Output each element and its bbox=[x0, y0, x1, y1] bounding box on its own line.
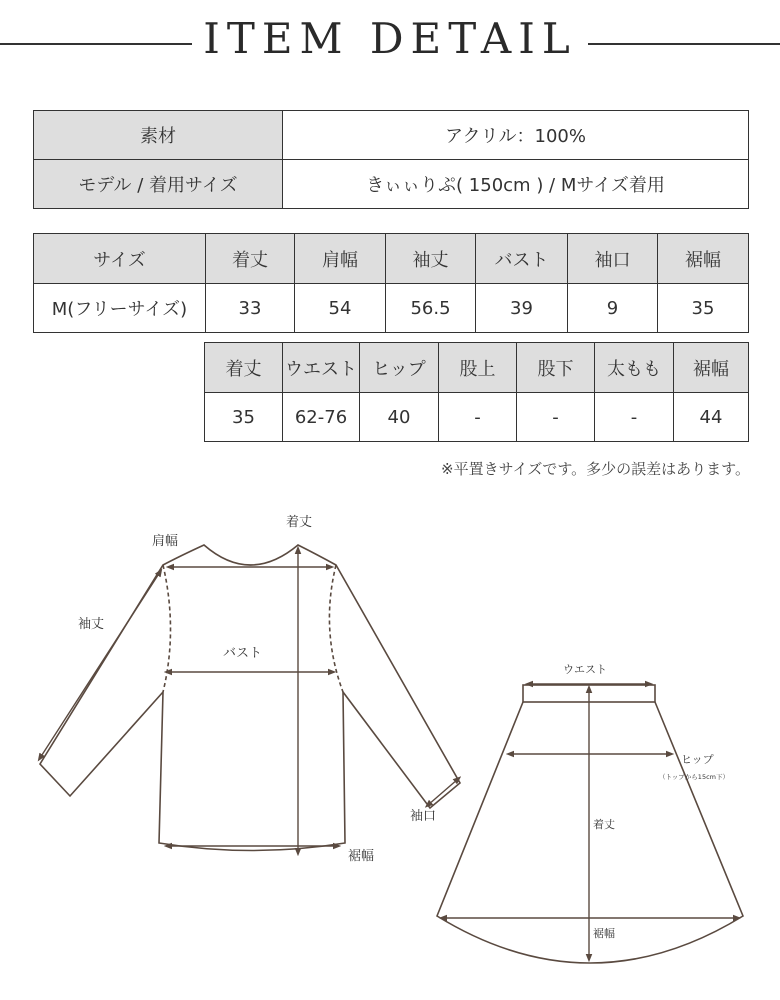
skirt-outline bbox=[437, 685, 743, 963]
bottom-header-length: 着丈 bbox=[205, 343, 283, 393]
bottom-header-rise: 股上 bbox=[439, 343, 517, 393]
top-header-size: サイズ bbox=[34, 234, 206, 284]
bottom-header-hem: 裾幅 bbox=[674, 343, 749, 393]
bottom-header-inseam: 股下 bbox=[517, 343, 595, 393]
top-value-bust: 39 bbox=[476, 284, 568, 333]
skirt-label-hem: 裾幅 bbox=[593, 927, 615, 940]
bottom-value-thigh: - bbox=[595, 393, 674, 442]
sleeve-arrow bbox=[40, 572, 160, 758]
top-label-bust: バスト bbox=[223, 646, 263, 661]
bottom-value-rise: - bbox=[439, 393, 517, 442]
skirt-measure-arrows bbox=[443, 684, 737, 958]
top-label-length: 着丈 bbox=[286, 515, 313, 530]
top-header-length: 着丈 bbox=[206, 234, 295, 284]
skirt-label-hip: ヒップ bbox=[681, 753, 714, 766]
top-garment-outline bbox=[40, 545, 460, 851]
skirt-label-hip-note: （トップから15cm下） bbox=[659, 773, 729, 781]
skirt-label-length: 着丈 bbox=[593, 818, 615, 831]
top-header-sleeve: 袖丈 bbox=[386, 234, 476, 284]
top-header-cuff: 袖口 bbox=[568, 234, 658, 284]
top-value-cuff: 9 bbox=[568, 284, 658, 333]
bottom-header-waist: ウエスト bbox=[283, 343, 360, 393]
top-value-size: M(フリーサイズ) bbox=[34, 284, 206, 333]
bottom-value-hem: 44 bbox=[674, 393, 749, 442]
bottom-value-length: 35 bbox=[205, 393, 283, 442]
bottom-value-waist: 62-76 bbox=[283, 393, 360, 442]
cuff-arrow bbox=[428, 779, 458, 805]
top-value-shoulder: 54 bbox=[295, 284, 386, 333]
top-value-hem: 35 bbox=[658, 284, 749, 333]
top-header-shoulder: 肩幅 bbox=[295, 234, 386, 284]
model-value: きぃぃりぷ( 150cm ) / Mサイズ着用 bbox=[283, 160, 749, 209]
top-value-sleeve: 56.5 bbox=[386, 284, 476, 333]
top-header-hem: 裾幅 bbox=[658, 234, 749, 284]
material-label: 素材 bbox=[34, 111, 283, 160]
bottom-header-hip: ヒップ bbox=[360, 343, 439, 393]
material-value: アクリル：100% bbox=[283, 111, 749, 160]
top-label-shoulder: 肩幅 bbox=[152, 534, 179, 549]
page-title: ITEM DETAIL bbox=[203, 14, 577, 63]
top-label-cuff: 袖口 bbox=[410, 809, 437, 824]
top-label-sleeve: 袖丈 bbox=[78, 617, 105, 632]
model-label: モデル / 着用サイズ bbox=[34, 160, 283, 209]
bottom-value-inseam: - bbox=[517, 393, 595, 442]
skirt-label-waist: ウエスト bbox=[563, 663, 607, 676]
top-value-length: 33 bbox=[206, 284, 295, 333]
measurement-note: ※平置きサイズです。多少の誤差はあります。 bbox=[441, 460, 750, 478]
top-label-hem: 裾幅 bbox=[348, 849, 375, 864]
bottom-value-hip: 40 bbox=[360, 393, 439, 442]
bottom-header-thigh: 太もも bbox=[595, 343, 674, 393]
top-measure-arrows bbox=[40, 550, 458, 852]
top-header-bust: バスト bbox=[476, 234, 568, 284]
